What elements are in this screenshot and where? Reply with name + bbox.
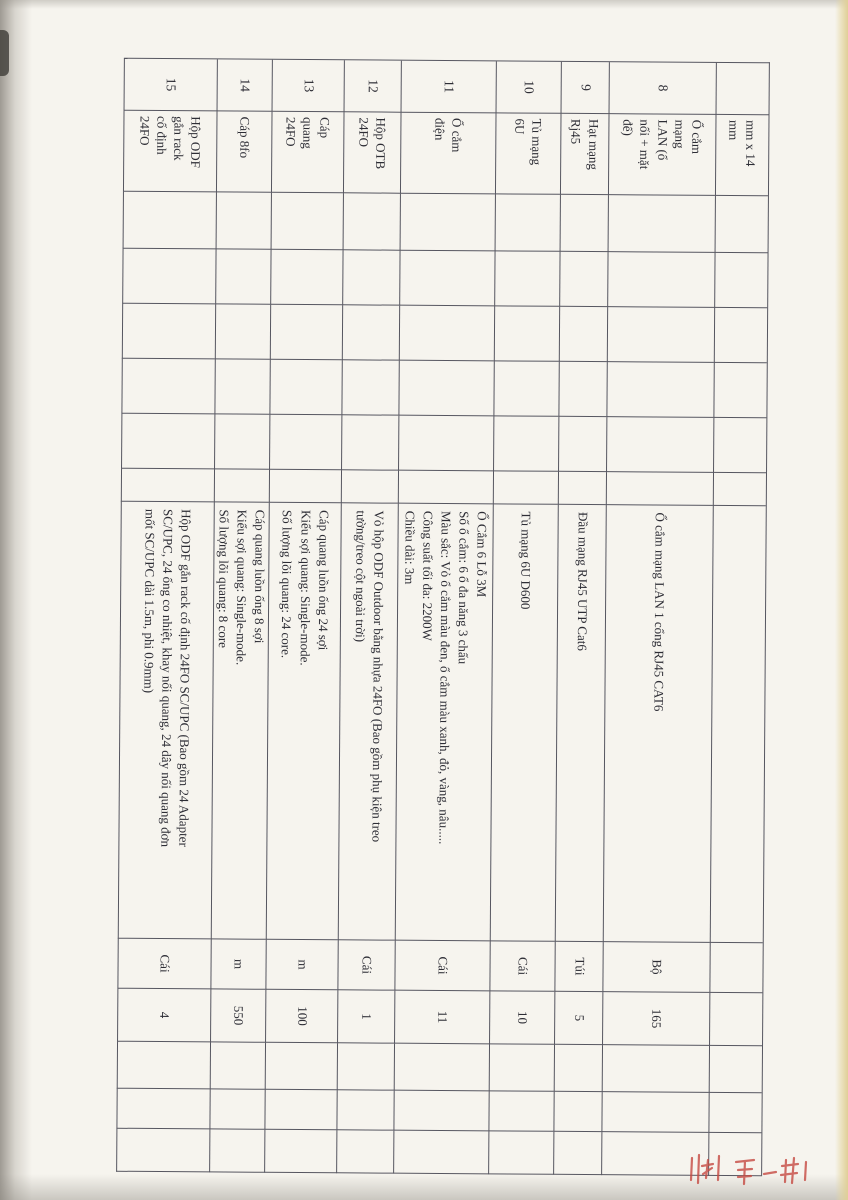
spec-14: Cáp quang luồn ống 8 sợi Kiểu sợi quang: Single-mode. Số lượng lõi quang: 8 core <box>211 502 269 939</box>
empty-cell <box>209 1089 264 1129</box>
empty-cell <box>265 1043 337 1091</box>
empty-cell <box>493 471 558 504</box>
empty-cell <box>398 471 493 505</box>
empty-cell <box>341 415 398 470</box>
empty-cell <box>559 252 607 307</box>
empty-cell <box>270 250 342 306</box>
empty-cell <box>400 194 495 252</box>
empty-cell <box>554 1045 602 1092</box>
empty-cell <box>602 1045 709 1093</box>
empty-cell <box>399 306 494 362</box>
empty-cell <box>560 195 608 252</box>
name-14: Cáp 8fo <box>216 111 272 192</box>
qty-13: 100 <box>265 990 337 1044</box>
empty-cell <box>214 414 269 469</box>
empty-cell <box>337 1043 394 1090</box>
empty-cell <box>271 193 343 251</box>
stt-10: 10 <box>496 61 561 113</box>
empty-cell <box>116 1089 209 1130</box>
empty-cell <box>606 362 713 418</box>
empty-cell <box>394 1044 489 1092</box>
empty-cell <box>715 196 768 253</box>
unit-9: Túi <box>554 942 602 992</box>
name-10: Tủ mạng 6U <box>495 113 561 194</box>
empty-cell <box>399 251 494 307</box>
empty-cell <box>553 1092 601 1132</box>
empty-cell <box>713 363 766 418</box>
empty-cell <box>342 250 399 305</box>
qty-8: 165 <box>602 992 709 1046</box>
empty-cell <box>117 1042 210 1090</box>
empty-cell <box>209 1129 264 1172</box>
empty-cell <box>336 1090 393 1130</box>
empty-cell <box>606 417 713 473</box>
unit-7-partial <box>709 943 762 993</box>
spec-15: Hộp ODF gắn rack cố định 24FO SC/UPC (Bao gồm 24 Adapter SC/UPC, 24 ống co nhiệt, khay nối quang, 24 dây nối quang đơn mốt SC/UPC dài 1.5m, phi 0.9mm) <box>118 502 214 940</box>
red-pen-annotation <box>686 1150 816 1198</box>
empty-cell <box>493 361 558 416</box>
empty-cell <box>558 472 606 505</box>
spec-8: Ổ cắm mạng LAN 1 cổng RJ45 CAT6 <box>603 505 713 943</box>
unit-11: Cái <box>394 941 489 992</box>
empty-cell <box>214 469 269 502</box>
empty-cell <box>708 1093 761 1133</box>
empty-cell <box>489 1044 554 1091</box>
empty-cell <box>214 359 269 414</box>
name-7-partial: mm x 14 mm <box>715 115 769 196</box>
empty-cell <box>606 472 713 506</box>
empty-cell <box>210 1042 265 1089</box>
empty-cell <box>495 194 560 251</box>
empty-cell <box>121 469 214 503</box>
name-12: Hộp OTB 24FO <box>343 112 401 193</box>
unit-14: m <box>210 939 265 989</box>
empty-cell <box>393 1091 488 1132</box>
empty-cell <box>122 304 215 360</box>
stt-9: 9 <box>561 62 609 114</box>
empty-cell <box>123 192 216 250</box>
empty-cell <box>559 307 607 362</box>
empty-cell <box>341 470 398 503</box>
empty-cell <box>264 1090 336 1131</box>
stt-12: 12 <box>344 60 401 112</box>
qty-11: 11 <box>394 991 489 1045</box>
unit-13: m <box>265 940 337 991</box>
scan-artifact-blob <box>0 30 9 76</box>
empty-cell <box>216 192 271 249</box>
empty-cell <box>607 252 714 308</box>
empty-cell <box>608 195 715 253</box>
unit-8: Bộ <box>602 942 709 993</box>
empty-cell <box>493 416 558 471</box>
spec-7-partial <box>710 506 766 943</box>
empty-cell <box>343 193 400 250</box>
empty-cell <box>713 473 766 506</box>
page-edge-shadow-top <box>0 0 848 9</box>
stt-13: 13 <box>272 60 344 113</box>
empty-cell <box>714 253 767 308</box>
stt-15: 15 <box>124 59 217 112</box>
name-15: Hộp ODF gắn rack cố định 24FO <box>123 111 217 193</box>
spec-12: Vỏ hộp ODF Outdoor bằng nhựa 24FO (Bao gồm phụ kiện treo tường/treo cột ngoài trời) <box>338 503 398 940</box>
qty-14: 550 <box>210 989 265 1042</box>
stt-7-partial <box>716 63 769 115</box>
empty-cell <box>121 359 214 415</box>
spec-10: Tủ mạng 6U D600 <box>490 504 558 941</box>
unit-15: Cái <box>117 939 210 990</box>
empty-cell <box>398 416 493 472</box>
empty-cell <box>714 308 767 363</box>
spec-11: Ổ Cắm 6 Lỗ 3M Số ổ cắm: 6 ổ đa năng 3 chấu Màu sắc: Vỏ ổ cắm màu đen, ổ cắm màu xanh, đỏ, vàng, nâu..... Công suất tối đa: 2200W Chiều dài: 3m <box>395 504 493 942</box>
name-8: Ổ cắm mạng LAN (ổ nối + mặt đế) <box>608 114 716 196</box>
name-11: Ổ cắm điện <box>400 113 496 195</box>
unit-12: Cái <box>337 940 394 990</box>
empty-cell <box>336 1130 393 1173</box>
equipment-spec-table <box>116 58 770 1176</box>
empty-cell <box>269 415 341 471</box>
empty-cell <box>215 304 270 359</box>
empty-cell <box>269 470 341 504</box>
empty-cell <box>269 360 341 416</box>
empty-cell <box>121 414 214 470</box>
empty-cell <box>607 307 714 363</box>
empty-cell <box>341 360 398 415</box>
empty-cell <box>270 305 342 361</box>
empty-cell <box>558 417 606 472</box>
empty-cell <box>494 306 559 361</box>
qty-12: 1 <box>337 990 394 1043</box>
empty-cell <box>398 361 493 417</box>
spec-13: Cáp quang luồn ống 24 sợi Kiểu sợi quang: Single-mode. Số lượng lõi quang: 24 core. <box>266 503 341 940</box>
page-edge-shadow-left <box>0 0 32 1200</box>
name-13: Cáp quang 24FO <box>271 112 344 194</box>
qty-9: 5 <box>554 992 602 1045</box>
empty-cell <box>553 1132 601 1175</box>
empty-cell <box>342 305 399 360</box>
empty-cell <box>264 1130 336 1174</box>
empty-cell <box>709 1046 762 1093</box>
spec-9: Đầu mạng RJ45 UTP Cat6 <box>555 505 606 942</box>
stt-8: 8 <box>609 62 716 115</box>
empty-cell <box>116 1129 209 1173</box>
empty-cell <box>494 251 559 306</box>
stt-14: 14 <box>217 59 272 111</box>
empty-cell <box>215 249 270 304</box>
unit-10: Cái <box>489 941 554 991</box>
empty-cell <box>558 362 606 417</box>
qty-7-partial <box>709 993 762 1046</box>
qty-15: 4 <box>117 989 210 1043</box>
page-edge-yellow-strip <box>835 0 848 1200</box>
name-9: Hạt mạng Rj45 <box>560 114 609 195</box>
empty-cell <box>122 249 215 305</box>
qty-10: 10 <box>489 991 554 1044</box>
stt-11: 11 <box>401 61 496 114</box>
empty-cell <box>713 418 766 473</box>
empty-cell <box>488 1131 553 1174</box>
empty-cell <box>601 1092 708 1133</box>
empty-cell <box>488 1091 553 1131</box>
empty-cell <box>393 1131 488 1175</box>
